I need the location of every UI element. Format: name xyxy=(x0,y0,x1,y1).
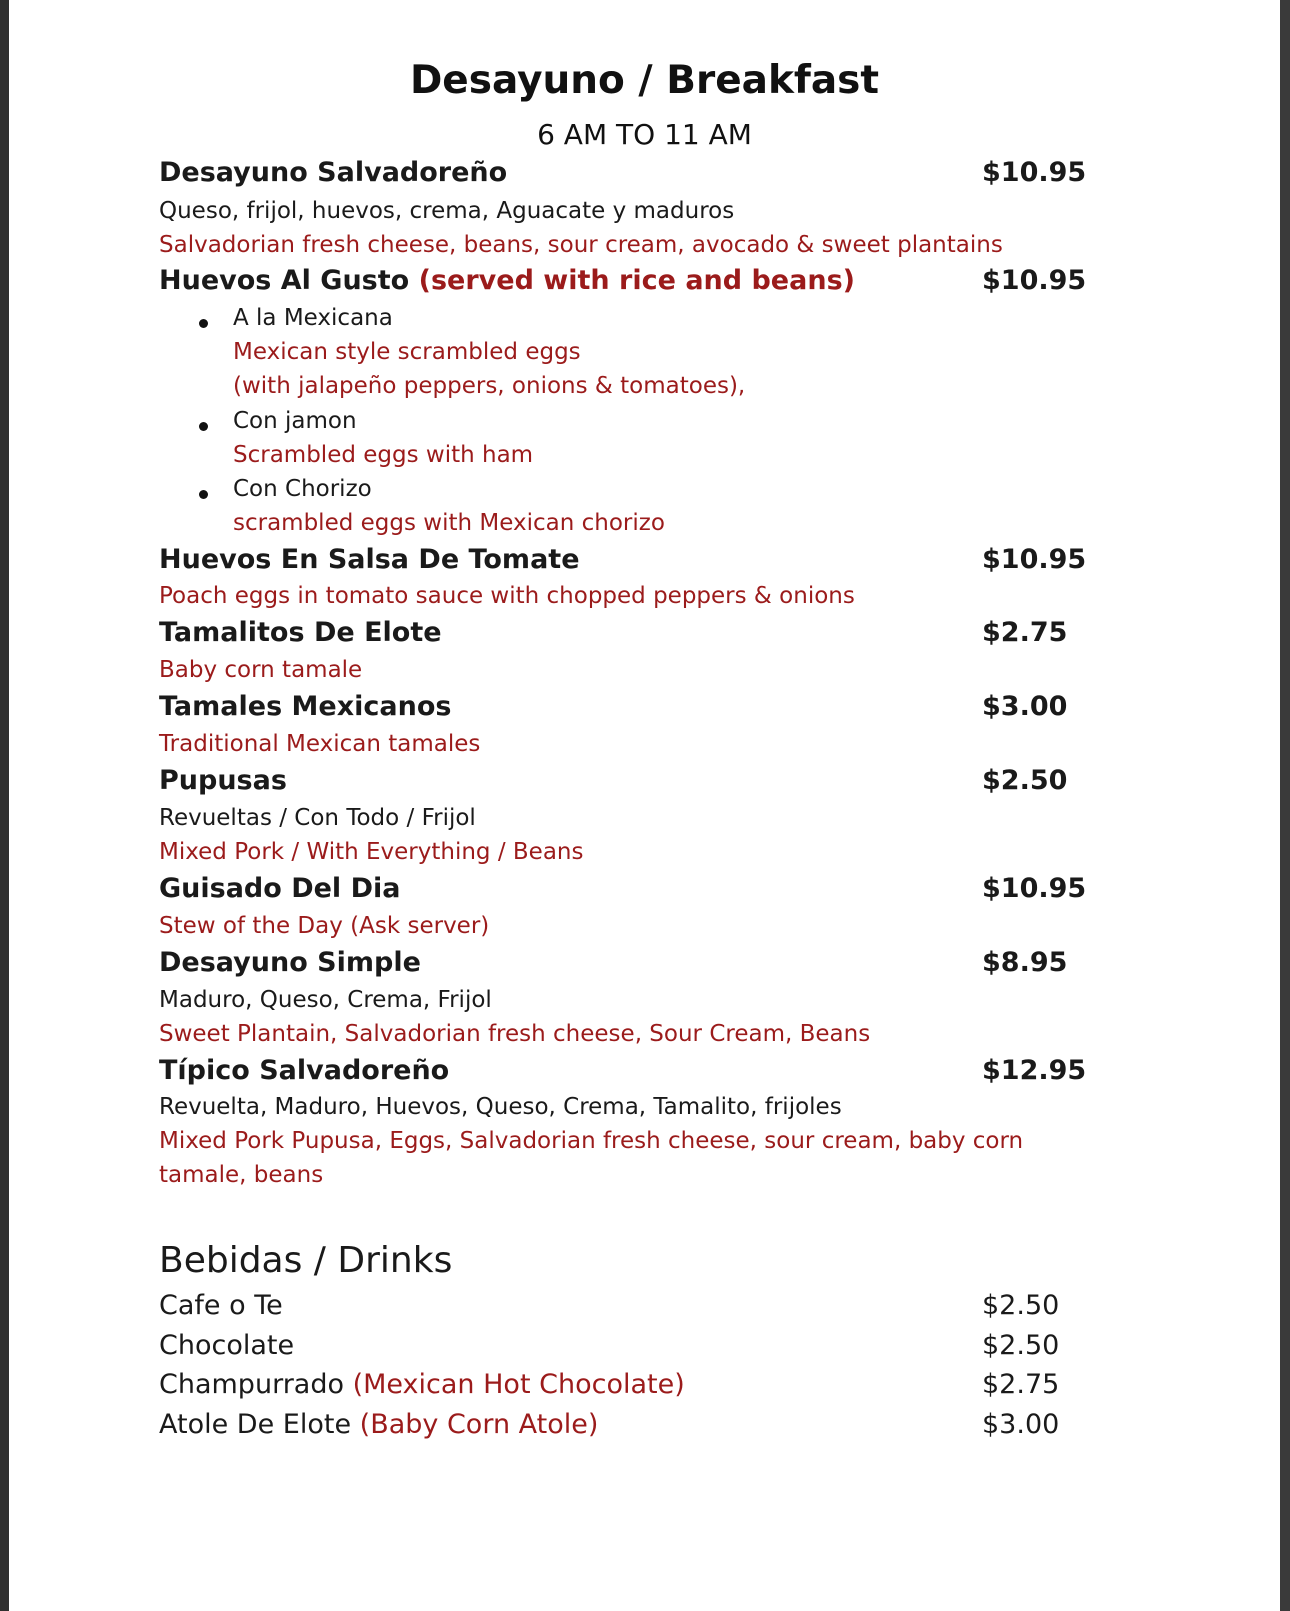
breakfast-hours: 6 AM TO 11 AM xyxy=(537,118,752,151)
left-frame xyxy=(0,0,9,1611)
item-name: Huevos Al Gusto xyxy=(159,265,410,296)
drink-name: Atole De Elote xyxy=(159,1409,352,1440)
item-price: $8.95 xyxy=(982,947,1068,978)
drink-note: (Baby Corn Atole) xyxy=(359,1409,599,1440)
drink-name-row xyxy=(159,1409,598,1440)
item-desc-en: Sweet Plantain, Salvadorian fresh cheese, Sour Cream, Beans xyxy=(159,1021,871,1047)
option-label: A la Mexicana xyxy=(233,305,393,331)
item-desc-es: Revuelta, Maduro, Huevos, Queso, Crema, Tamalito, frijoles xyxy=(159,1094,842,1120)
option-desc: Mexican style scrambled eggs xyxy=(233,339,581,365)
item-desc-en: Mixed Pork Pupusa, Eggs, Salvadorian fresh cheese, sour cream, baby corn xyxy=(159,1128,1024,1154)
option-label: Con Chorizo xyxy=(233,476,372,502)
drink-price: $2.50 xyxy=(982,1330,1060,1361)
option-desc: (with jalapeño peppers, onions & tomatoes), xyxy=(233,373,746,399)
menu-page xyxy=(9,0,1280,1611)
item-price: $10.95 xyxy=(982,544,1087,575)
item-name: Tamalitos De Elote xyxy=(159,617,442,648)
drinks-section-title: Bebidas / Drinks xyxy=(159,1240,453,1281)
item-name: Pupusas xyxy=(159,765,287,796)
option-desc: Scrambled eggs with ham xyxy=(233,442,534,468)
item-name-note: (served with rice and beans) xyxy=(418,265,855,296)
item-price: $2.50 xyxy=(982,765,1068,796)
item-name: Desayuno Salvadoreño xyxy=(159,157,508,188)
page-title: Desayuno / Breakfast xyxy=(409,58,880,103)
option-desc: scrambled eggs with Mexican chorizo xyxy=(233,510,665,536)
item-name: Típico Salvadoreño xyxy=(159,1055,450,1086)
item-desc-es: Queso, frijol, huevos, crema, Aguacate y maduros xyxy=(159,198,735,224)
item-desc-en: Traditional Mexican tamales xyxy=(159,731,481,757)
item-price: $12.95 xyxy=(982,1055,1087,1086)
item-price: $3.00 xyxy=(982,691,1068,722)
drink-name-row xyxy=(159,1369,685,1400)
drink-note: (Mexican Hot Chocolate) xyxy=(352,1369,685,1400)
drink-name: Chocolate xyxy=(159,1330,295,1361)
bullet-icon xyxy=(199,490,208,499)
item-price: $10.95 xyxy=(982,873,1087,904)
option-label: Con jamon xyxy=(233,408,357,434)
bullet-icon xyxy=(199,422,208,431)
drink-name-row xyxy=(159,1330,294,1361)
item-desc-en: Baby corn tamale xyxy=(159,657,363,683)
drink-price: $2.75 xyxy=(982,1369,1060,1400)
item-desc-es: Maduro, Queso, Crema, Frijol xyxy=(159,987,492,1013)
item-name: Tamales Mexicanos xyxy=(159,691,452,722)
drink-name-row xyxy=(159,1290,283,1321)
item-price: $10.95 xyxy=(982,157,1087,188)
item-name: Desayuno Simple xyxy=(159,947,421,978)
drink-price: $2.50 xyxy=(982,1290,1060,1321)
item-name: Huevos En Salsa De Tomate xyxy=(159,544,580,575)
bullet-icon xyxy=(199,319,208,328)
item-name: Guisado Del Dia xyxy=(159,873,401,904)
item-desc-en: Salvadorian fresh cheese, beans, sour cream, avocado & sweet plantains xyxy=(159,232,1003,258)
right-frame xyxy=(1280,0,1290,1611)
item-desc-en: Poach eggs in tomato sauce with chopped peppers & onions xyxy=(159,583,855,609)
drink-price: $3.00 xyxy=(982,1409,1060,1440)
item-desc-en: Stew of the Day (Ask server) xyxy=(159,913,490,939)
item-price: $2.75 xyxy=(982,617,1068,648)
drink-name: Cafe o Te xyxy=(159,1290,283,1321)
drink-name: Champurrado xyxy=(159,1369,344,1400)
item-desc-en-cont: tamale, beans xyxy=(159,1162,324,1188)
item-desc-es: Revueltas / Con Todo / Frijol xyxy=(159,805,476,831)
item-name-row xyxy=(159,265,1059,296)
item-price: $10.95 xyxy=(982,265,1087,296)
item-desc-en: Mixed Pork / With Everything / Beans xyxy=(159,839,584,865)
